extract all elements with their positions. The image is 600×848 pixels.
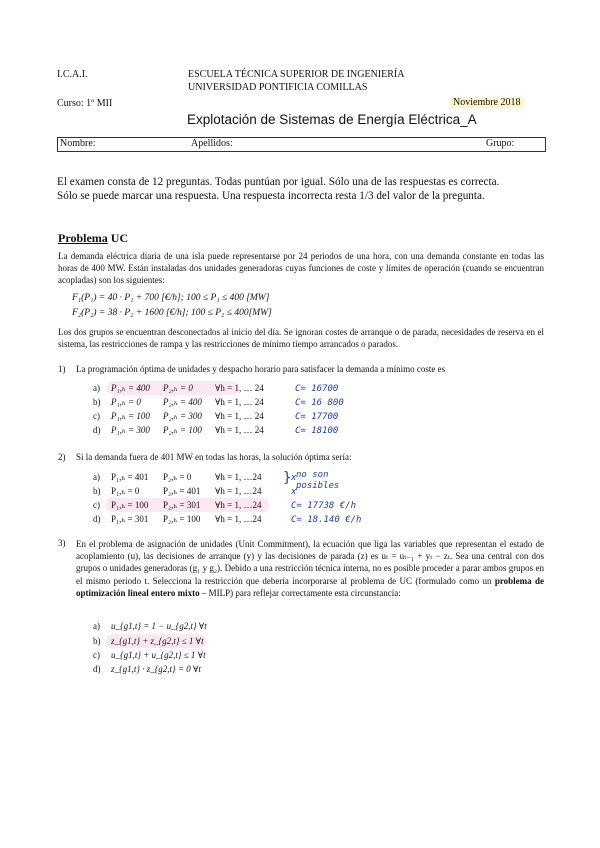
q1-option-a[interactable]: a) P₁,ₕ = 400 P₂,ₕ = 0 ∀h = 1, … 24 C= 16700 (93, 383, 339, 394)
q1-option-c[interactable]: c) P₁,ₕ = 100 P₂,ₕ = 300 ∀h = 1, … 24 C= 17700 (93, 411, 339, 422)
q1-d-handwritten-cost: C= 18100 (295, 426, 339, 436)
cost-equation-1: F₁(P₁) = 40 · P₁ + 700 [€/h]; 100 ≤ P₁ ≤ 400 [MW] (72, 293, 270, 303)
q2-option-a[interactable]: a) P₁,ₕ = 401 P₂,ₕ = 0 ∀h = 1, …24 x (93, 472, 297, 483)
school-name: ESCUELA TÉCNICA SUPERIOR DE INGENIERÍA (188, 69, 405, 80)
problem-title (58, 231, 128, 246)
problem-intro: La demanda eléctrica diaria de una isla puede representarse por 24 periodos de una hora, con una demanda constante en todas las horas de 400 MW. Están instaladas dos unidades generadoras cuyas funciones de coste y límites de operación (cuando se encuentran acopladas) son los siguientes: (58, 251, 544, 286)
school-abbrev: I.C.A.I. (57, 69, 88, 80)
q2-d-handwritten-cost: C= 18.140 €/h (291, 515, 362, 525)
question-2-text: Si la demanda fuera de 401 MW en todas las horas, la solución óptima sería: (76, 452, 352, 462)
surname-field-label: Apellidos: (191, 138, 233, 149)
q2-c-handwritten-cost: C= 17738 €/h (291, 501, 357, 511)
university-name: UNIVERSIDAD PONTIFICIA COMILLAS (188, 82, 368, 93)
instructions-line-2: Sólo se puede marcar una respuesta. Una respuesta incorrecta resta 1/3 del valor de la pregunta. (57, 190, 485, 202)
q2-bracket-mark: } (283, 470, 292, 486)
name-field-label: Nombre: (60, 138, 96, 149)
question-3-number: 3) (58, 538, 66, 548)
q2-option-d[interactable]: d) P₁,ₕ = 301 P₂,ₕ = 100 ∀h = 1, …24 C= 18.140 €/h (93, 514, 362, 525)
q3-option-c[interactable]: c) u_{g1,t} + u_{g2,t} ≤ 1 ∀t (93, 650, 206, 660)
q1-a-handwritten-cost: C= 16700 (295, 384, 339, 394)
question-1-text: La programación óptima de unidades y despacho horario para satisfacer la demanda a mínimo coste es (76, 364, 446, 374)
q2-option-c[interactable]: c) P₁,ₕ = 100 P₂,ₕ = 301 ∀h = 1, …24 C= 17738 €/h (93, 500, 357, 511)
group-field-label: Grupo: (486, 138, 515, 149)
question-3-text: En el problema de asignación de unidades (Unit Commitment), la ecuación que liga las variables que representan el estado de acoplamiento (u), las decisiones de arranque (y) y las decisiones de parada (z) es uₜ = uₜ₋₁ + yₜ − zₜ. Sea una central con dos grupos o unidades generadoras (g₁ y g₂). Debido a una restricción técnica interna, no es posible proceder a parar ambos grupos en el mismo periodo t. Selecciona la restricción que debería incorporarse al problema de UC (formulado como un problema de optimización lineal entero mixto – MILP) para reflejar correctamente esta circunstancia: (76, 539, 544, 598)
q1-c-handwritten-cost: C= 17700 (295, 412, 339, 422)
problem-conditions: Los dos grupos se encuentran desconectados al inicio del día. Se ignoran costes de arranque o de parada, necesidades de reserva en el sistema, las restricciones de rampa y las restricciones de mínimo tiempo arrancados o parados. (58, 327, 544, 350)
question-1-number: 1) (58, 364, 66, 374)
cost-equation-2: F₂(P₂) = 38 · P₂ + 1600 [€/h]; 100 ≤ P₂ ≤ 400[MW] (72, 308, 272, 318)
q3-option-a[interactable]: a) u_{g1,t} = 1 − u_{g2,t} ∀t (93, 621, 207, 631)
q2-option-b[interactable]: b) P₁,ₕ = 0 P₂,ₕ = 401 ∀h = 1, …24 x (93, 486, 297, 497)
problem-title-bold: Problema (58, 231, 108, 245)
course-label: Curso: 1º MII (57, 98, 113, 109)
q1-b-handwritten-cost: C= 16 800 (295, 398, 344, 408)
q1-option-b[interactable]: b) P₁,ₕ = 0 P₂,ₕ = 400 ∀h = 1, … 24 C= 16 800 (93, 397, 344, 408)
problem-title-rest: UC (107, 231, 129, 245)
student-info-box (57, 137, 546, 152)
q2-b-cross-mark: x (291, 487, 297, 497)
q3-option-b[interactable]: b) z_{g1,t} + z_{g2,t} ≤ 1 ∀t (93, 636, 204, 646)
subject-title: Explotación de Sistemas de Energía Eléctrica_A (187, 112, 477, 127)
q3-option-d[interactable]: d) z_{g1,t} · z_{g2,t} = 0 ∀t (93, 664, 201, 674)
instructions-line-1: El examen consta de 12 preguntas. Todas puntúan por igual. Sólo una de las respuestas es correcta. (57, 176, 500, 188)
q2-margin-note: no son posibles (296, 470, 340, 491)
q1-option-d[interactable]: d) P₁,ₕ = 300 P₂,ₕ = 100 ∀h = 1, … 24 C= 18100 (93, 425, 339, 436)
question-2-number: 2) (58, 452, 66, 462)
q2-a-cross-mark: x (291, 473, 297, 483)
exam-date: Noviembre 2018 (450, 97, 524, 108)
